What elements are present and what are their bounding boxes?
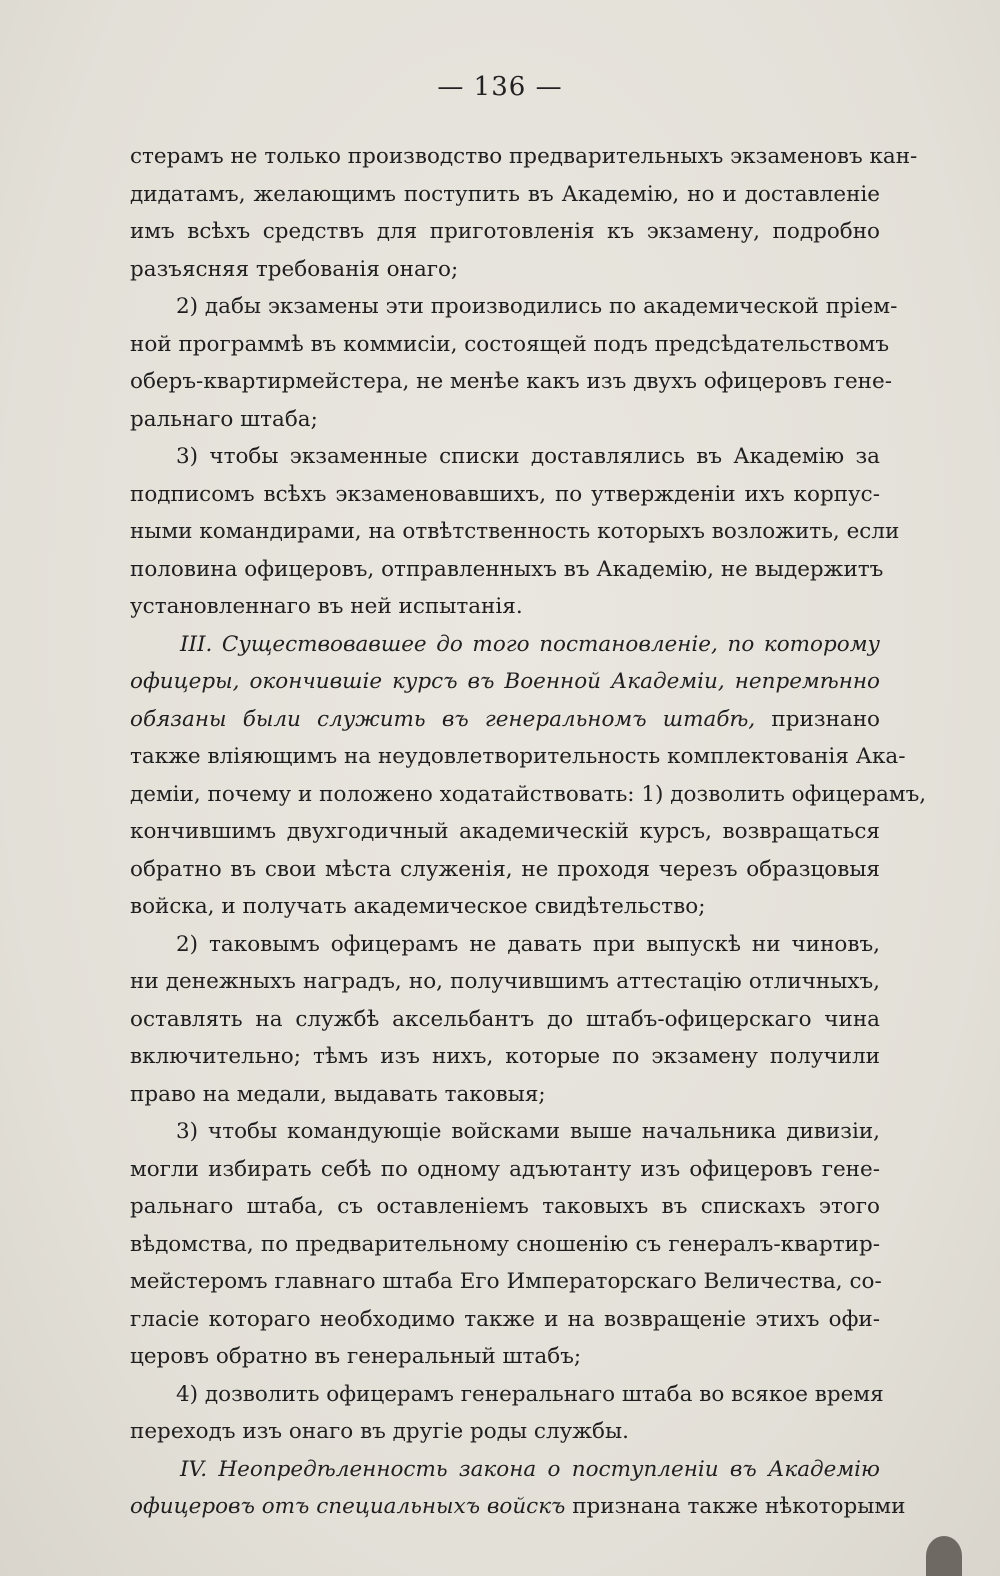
line-text: признана также нѣкоторыми bbox=[565, 1494, 906, 1519]
line-text: войска, и получать академическое свидѣтельство; bbox=[130, 894, 706, 919]
line-text: ными командирами, на отвѣтственность которыхъ возложить, если bbox=[130, 519, 900, 544]
text-line bbox=[130, 1376, 884, 1414]
text-line bbox=[130, 513, 900, 551]
italic-text: обязаны были служить въ генеральномъ штабѣ, bbox=[130, 706, 756, 732]
line-text: вѣдомства, по предварительному сношенію съ генералъ-квартир- bbox=[130, 1231, 880, 1257]
text-line bbox=[130, 251, 880, 289]
line-text: кончившимъ двухгодичный академическій курсъ, возвращаться bbox=[130, 819, 880, 844]
line-text: могли избирать себѣ по одному адъютанту изъ офицеровъ гене- bbox=[130, 1156, 880, 1182]
text-line bbox=[130, 1151, 880, 1189]
text-line bbox=[130, 1188, 880, 1226]
text-line bbox=[130, 476, 880, 514]
text-line bbox=[130, 1301, 880, 1339]
text-line bbox=[130, 213, 880, 251]
text-line bbox=[130, 1488, 906, 1526]
line-text: ни денежныхъ наградъ, но, получившимъ аттестацію отличныхъ, bbox=[130, 969, 880, 994]
text-line bbox=[130, 1113, 880, 1151]
line-text: 4) дозволить офицерамъ генеральнаго штаба во всякое время bbox=[176, 1381, 884, 1407]
page-number: — 136 — bbox=[437, 72, 563, 102]
text-line bbox=[130, 1076, 880, 1114]
line-text: оставлять на службѣ аксельбантъ до штабъ-офицерскаго чина bbox=[130, 1006, 880, 1032]
line-text: оберъ-квартирмейстера, не менѣе какъ изъ двухъ офицеровъ гене- bbox=[130, 369, 892, 394]
text-line bbox=[130, 776, 927, 814]
text-line bbox=[130, 1263, 880, 1301]
line-text: ральнаго штаба, съ оставленіемъ таковыхъ въ спискахъ этого bbox=[130, 1194, 880, 1219]
text-line bbox=[130, 1413, 880, 1451]
text-line bbox=[130, 401, 880, 439]
italic-text: офицеры, окончившіе курсъ въ Военной Академіи, непремѣнно bbox=[130, 669, 880, 694]
line-text: разъясняя требованія онаго; bbox=[130, 256, 459, 282]
line-text: переходъ изъ онаго въ другіе роды службы. bbox=[130, 1419, 629, 1444]
line-text: включительно; тѣмъ изъ нихъ, которые по экзамену получили bbox=[130, 1044, 880, 1069]
text-line bbox=[130, 626, 880, 664]
italic-text: IV. Неопредѣленность закона о поступленіи въ Академію bbox=[180, 1456, 880, 1482]
line-text: 2) дабы экзамены эти производились по академической пріем- bbox=[176, 294, 898, 319]
text-line bbox=[130, 813, 880, 851]
line-text: ной программѣ въ коммисіи, состоящей подъ предсѣдательствомъ bbox=[130, 331, 890, 357]
line-text: признано bbox=[755, 706, 881, 732]
text-line bbox=[130, 1038, 880, 1076]
line-text: имъ всѣхъ средствъ для приготовленія къ экзамену, подробно bbox=[130, 219, 880, 244]
text-line bbox=[130, 1338, 880, 1376]
line-text: право на медали, выдавать таковыя; bbox=[130, 1081, 546, 1107]
line-text: 3) чтобы экзаменные списки доставлялись въ Академію за bbox=[176, 444, 880, 469]
line-text: дидатамъ, желающимъ поступить въ Академію, но и доставленіе bbox=[130, 181, 880, 207]
line-text: мейстеромъ главнаго штаба Его Императорскаго Величества, со- bbox=[130, 1269, 882, 1294]
line-text: деміи, почему и положено ходатайствовать: 1) дозволить офицерамъ, bbox=[130, 781, 927, 807]
text-line bbox=[130, 326, 890, 364]
line-text: обратно въ свои мѣста служенія, не проходя черезъ образцовыя bbox=[130, 856, 880, 882]
text-line bbox=[130, 1451, 880, 1489]
line-text: подписомъ всѣхъ экзаменовавшихъ, по утвержденіи ихъ корпус- bbox=[130, 481, 880, 507]
line-text: также вліяющимъ на неудовлетворительность комплектованія Ака- bbox=[130, 744, 906, 769]
text-line bbox=[130, 588, 880, 626]
text-line bbox=[130, 963, 880, 1001]
line-text: установленнаго въ ней испытанія. bbox=[130, 594, 523, 619]
line-text: ральнаго штаба; bbox=[130, 406, 318, 432]
text-line bbox=[130, 701, 880, 739]
text-line bbox=[130, 438, 880, 476]
text-line bbox=[130, 138, 918, 176]
line-text: половина офицеровъ, отправленныхъ въ Академію, не выдержитъ bbox=[130, 556, 884, 582]
text-line bbox=[130, 551, 884, 589]
line-text: церовъ обратно въ генеральный штабъ; bbox=[130, 1344, 582, 1369]
text-line bbox=[130, 663, 880, 701]
text-line bbox=[130, 176, 880, 214]
text-line bbox=[130, 738, 906, 776]
text-line bbox=[130, 851, 880, 889]
text-line bbox=[130, 288, 898, 326]
line-text: гласіе котораго необходимо также и на возвращеніе этихъ офи- bbox=[130, 1306, 880, 1332]
line-text: 2) таковымъ офицерамъ не давать при выпускѣ ни чиновъ, bbox=[176, 931, 880, 957]
line-text: 3) чтобы командующіе войсками выше начальника дивизіи, bbox=[176, 1119, 880, 1144]
page-edge-spot bbox=[926, 1536, 962, 1576]
text-line bbox=[130, 363, 892, 401]
text-line bbox=[130, 1226, 880, 1264]
italic-text: офицеровъ отъ специальныхъ войскъ bbox=[130, 1494, 566, 1519]
line-text: стерамъ не только производство предварительныхъ экзаменовъ кан- bbox=[130, 144, 918, 169]
text-line bbox=[130, 888, 880, 926]
text-line bbox=[130, 926, 880, 964]
body-text bbox=[130, 138, 927, 1526]
text-line bbox=[130, 1001, 880, 1039]
italic-text: III. Существовавшее до того постановленіе, по которому bbox=[180, 631, 880, 657]
